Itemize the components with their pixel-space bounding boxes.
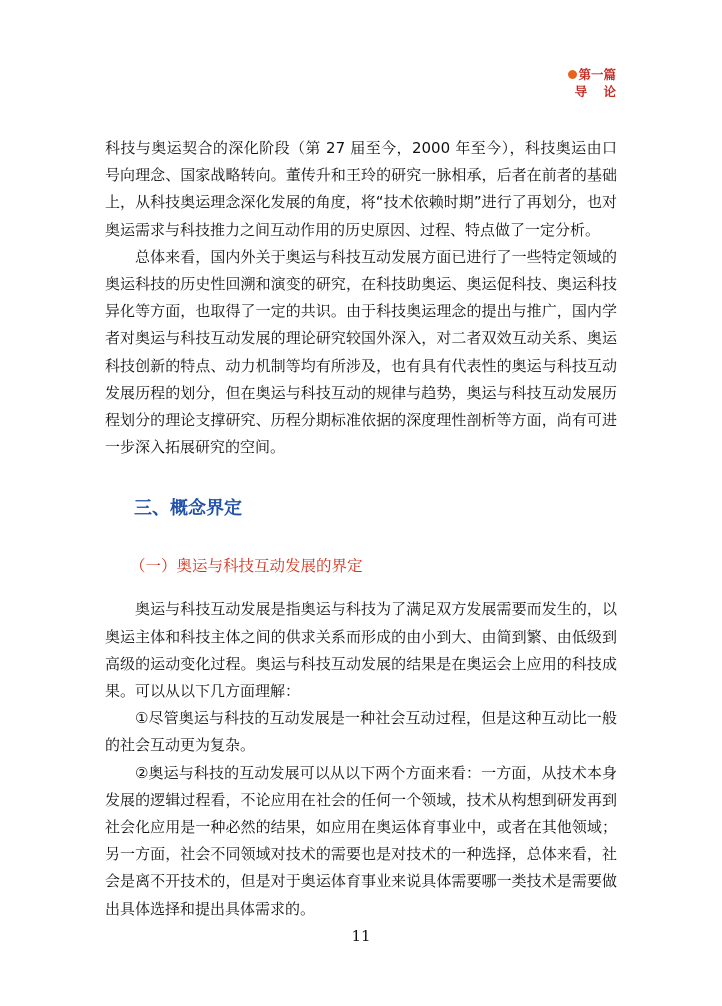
bullet-dot-icon [568,70,577,79]
running-header [568,66,622,100]
subsection-heading: （一）奥运与科技互动发展的界定 [130,557,363,576]
body-paragraph: 总体来看，国内外关于奥运与科技互动发展方面已进行了一些特定领域的奥运科技的历史性回溯和演变的研究，在科技助奥运、奥运促科技、奥运科技异化等方面，也取得了一定的共识。由于科技奥运理念的提出与推广，国内学者对奥运与科技互动发展的理论研究较国外深入，对二者双效互动关系、奥运科技创新的特点、动力机制等均有所涉及，也有具有代表性的奥运与科技互动发展历程的划分，但在奥运与科技互动的规律与趋势，奥运与科技互动发展历程划分的理论支撑研究、历程分期标准依据的深度理性剖析等方面，尚有可进一步深入拓展研究的空间。 [105,247,617,457]
part-title [568,66,616,83]
list-item-paragraph: ①尽管奥运与科技的互动发展是一种社会互动过程，但是这种互动比一般的社会互动更为复杂。 [105,709,617,755]
chapter-title: 导 论 [574,84,622,99]
page-number: 11 [351,927,371,945]
body-paragraph: 科技与奥运契合的深化阶段（第 27 届至今，2000 年至今），科技奥运由口号向理念、国家战略转向。董传升和王玲的研究一脉相承，后者在前者的基础上，从科技奥运理念深化发展的角度，将“技术依赖时期”进行了再划分，也对奥运需求与科技推力之间互动作用的历史原因、过程、特点做了一定分析。 [105,139,617,239]
body-paragraph: 奥运与科技互动发展是指奥运与科技为了满足双方发展需要而发生的，以奥运主体和科技主体之间的供求关系而形成的由小到大、由简到繁、由低级到高级的运动变化过程。奥运与科技互动发展的结果是在奥运会上应用的科技成果。可以从以下几方面理解： [105,600,617,701]
page-body [105,135,617,923]
part-label: 第一篇 [578,67,616,82]
list-item-paragraph: ②奥运与科技的互动发展可以从以下两个方面来看：一方面，从技术本身发展的逻辑过程看，不论应用在社会的任何一个领域，技术从构想到研发再到社会化应用是一种必然的结果，如应用在奥运体育事业中，或者在其他领域；另一方面，社会不同领域对技术的需要也是对技术的一种选择，总体来看，社会是离不开技术的，但是对于奥运体育事业来说具体需要哪一类技术是需要做出具体选择和提出具体需求的。 [105,763,617,918]
section-heading: 三、概念界定 [134,498,242,520]
